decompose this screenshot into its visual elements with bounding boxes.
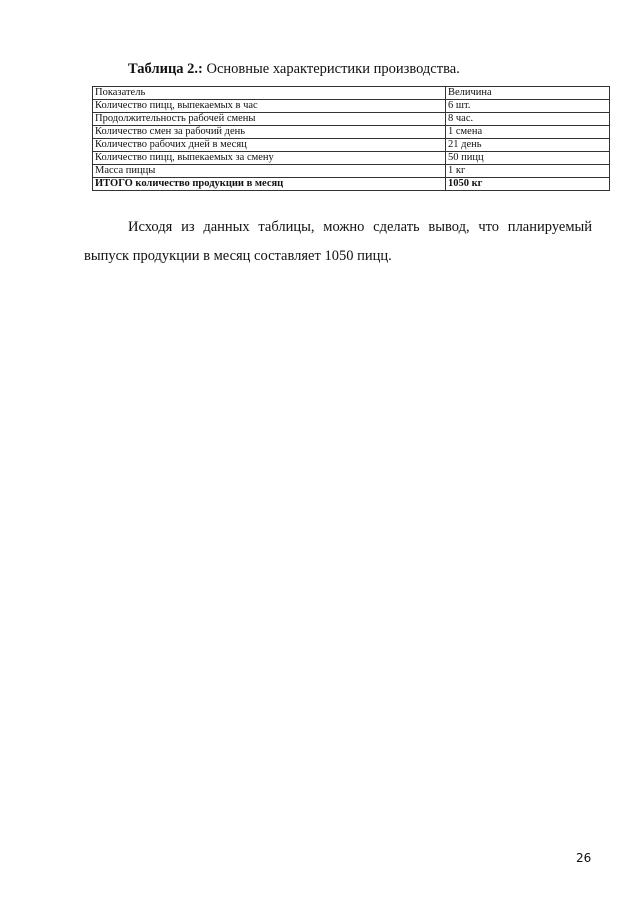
row-value: 1 смена: [446, 126, 610, 139]
row-value: 8 час.: [446, 113, 610, 126]
table-caption: [128, 61, 460, 78]
row-value: 6 шт.: [446, 100, 610, 113]
row-indicator: Количество пицц, выпекаемых за смену: [93, 152, 446, 165]
table-header-row: [93, 87, 610, 100]
row-indicator: Количество пицц, выпекаемых в час: [93, 100, 446, 113]
paragraph-line-2: выпуск продукции в месяц составляет 1050 пицц.: [84, 248, 392, 264]
table-row: [93, 139, 610, 152]
table-total-row: [93, 178, 610, 191]
row-value: 21 день: [446, 139, 610, 152]
table-row: [93, 113, 610, 126]
header-value: Величина: [446, 87, 610, 100]
row-indicator: Количество рабочих дней в месяц: [93, 139, 446, 152]
header-indicator: Показатель: [93, 87, 446, 100]
row-value: 1 кг: [446, 165, 610, 178]
total-value: 1050 кг: [446, 178, 610, 191]
table-row: [93, 152, 610, 165]
total-indicator: ИТОГО количество продукции в месяц: [93, 178, 446, 191]
table-caption-label: Таблица 2.:: [128, 61, 203, 77]
conclusion-paragraph: [84, 213, 592, 271]
table-row: [93, 100, 610, 113]
row-indicator: Количество смен за рабочий день: [93, 126, 446, 139]
table-row: [93, 126, 610, 139]
table-caption-text: Основные характеристики производства.: [202, 61, 460, 77]
table-row: [93, 165, 610, 178]
row-indicator: Масса пиццы: [93, 165, 446, 178]
page-number: 26: [576, 851, 592, 865]
production-table: [92, 86, 610, 191]
paragraph-line-1: Исходя из данных таблицы, можно сделать вывод, что планируемый: [128, 219, 592, 235]
row-indicator: Продолжительность рабочей смены: [93, 113, 446, 126]
row-value: 50 пицц: [446, 152, 610, 165]
